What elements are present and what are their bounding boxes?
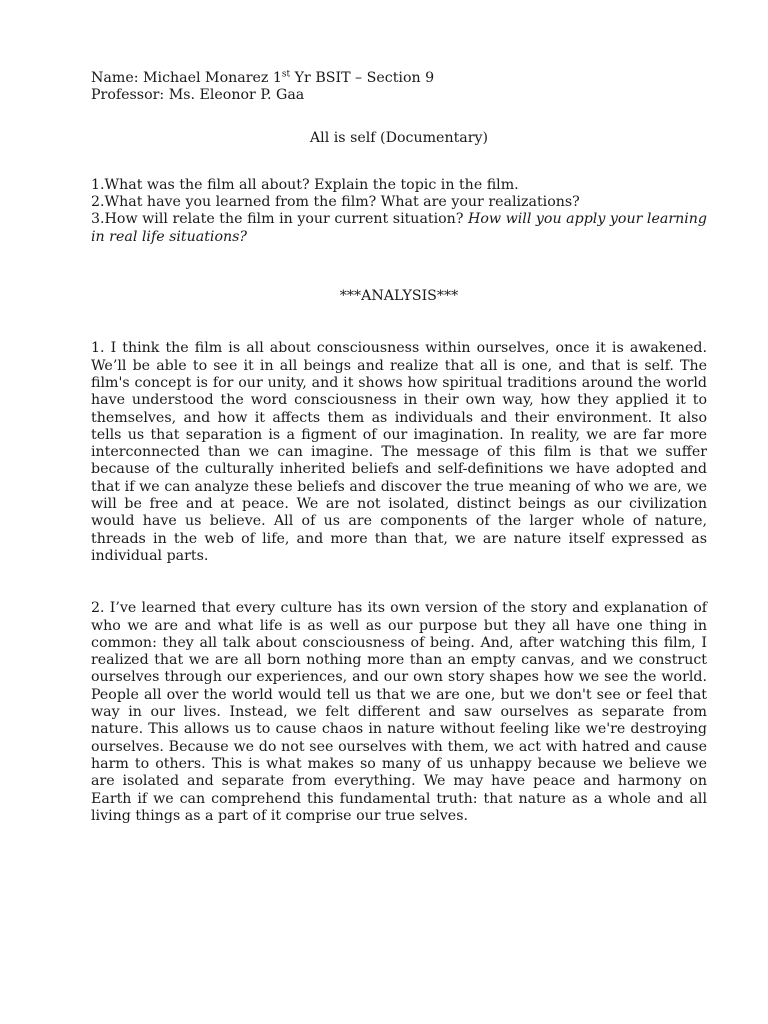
- name-prefix: Name: Michael Monarez 1: [91, 70, 282, 86]
- document-title: All is self (Documentary): [309, 129, 489, 146]
- question-2: 2.What have you learned from the film? What are your realizations?: [91, 194, 580, 211]
- answer-2-text: 2. I’ve learned that every culture has its own version of the story and explanation of who we are and what life is as well as our purpose but they all have one thing in common: they all talk about consciousness of being. And, after watching this film, I realized that we are all born nothing more than an empty canvas, and we construct ourselves through our experiences, and our own story shapes how we see the world. People all over the world would tell us that we are one, but we don't see or feel that way in our lives. Instead, we felt different and saw ourselves as separate from nature. This allows us to cause chaos in nature without feeling like we're destroying ourselves. Because we do not see ourselves with them, we act with hatred and cause harm to others. This is what makes so many of us unhappy because we believe we are isolated and separate from everything. We may have peace and harmony on Earth if we can comprehend this fundamental truth: that nature as a whole and all living things as a part of it comprise our true selves.: [91, 600, 707, 824]
- student-name-line: [91, 70, 707, 87]
- analysis-heading: ***ANALYSIS***: [339, 288, 459, 305]
- question-1: 1.What was the film all about? Explain the topic in the film.: [91, 176, 519, 193]
- answer-1-paragraph: [91, 340, 707, 565]
- name-suffix: Yr BSIT – Section 9: [290, 70, 435, 86]
- question-3: [91, 211, 707, 246]
- document-page: [91, 70, 707, 825]
- name-superscript: st: [281, 69, 291, 80]
- professor-line: Professor: Ms. Eleonor P. Gaa: [91, 87, 305, 104]
- question-3-text: 3.How will relate the film in your current situation?: [91, 211, 468, 228]
- answer-2-paragraph: [91, 600, 707, 825]
- question-3-italic: How will you apply your learning in real life situations?: [91, 211, 707, 245]
- answer-1-text: 1. I think the film is all about consciousness within ourselves, once it is awakened. We’ll be able to see it in all beings and realize that all is one, and that is self. The film's concept is for our unity, and it shows how spiritual traditions around the world have understood the word consciousness in their own way, how they applied it to themselves, and how it affects them as individuals and their environment. It also tells us that separation is a figment of our imagination. In reality, we are far more interconnected than we can imagine. The message of this film is that we suffer because of the culturally inherited beliefs and self-definitions we have adopted and that if we can analyze these beliefs and discover the true meaning of who we are, we will be free and at peace. We are not isolated, distinct beings as our civilization would have us believe. All of us are components of the larger whole of nature, threads in the web of life, and more than that, we are nature itself expressed as individual parts.: [91, 340, 707, 564]
